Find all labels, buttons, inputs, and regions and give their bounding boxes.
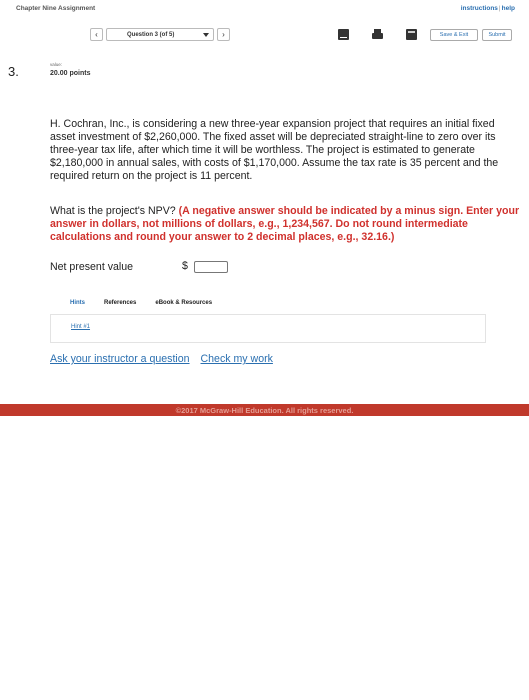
tab-references[interactable]: References (104, 300, 137, 306)
header-links (461, 5, 515, 12)
calculator-icon[interactable] (406, 29, 417, 40)
instructions-link[interactable]: instructions (460, 5, 498, 12)
value-label: value: (50, 62, 63, 67)
currency-symbol: $ (182, 260, 188, 272)
footer-bar (0, 404, 529, 416)
assignment-title: Chapter Nine Assignment (16, 5, 96, 12)
question-select-value: Question 3 (of 5) (127, 31, 175, 38)
submit-button[interactable]: Submit (482, 29, 512, 41)
question-text: H. Cochran, Inc., is considering a new three-year expansion project that requires an initial fixed asset investment of $2,260,000. The fixed asset will be depreciated straight-line to zero over its three-year tax life, after which time it will be worthless. The project is estimated to generate $2,180,000 in annual sales, with costs of $1,170,000. Assume the tax rate is 35 percent and the required return on the project is 11 percent. (50, 118, 499, 183)
header-link-separator: | (498, 5, 501, 12)
hint-panel (50, 314, 486, 343)
resource-tabs (70, 300, 231, 306)
hint-1-link[interactable]: Hint #1 (71, 324, 91, 330)
next-question-button[interactable] (217, 28, 230, 41)
help-link[interactable]: help (501, 5, 515, 12)
save-exit-button[interactable]: Save & Exit (430, 29, 478, 41)
npv-answer-input[interactable] (194, 261, 228, 273)
previous-question-button[interactable] (90, 28, 103, 41)
caret-down-icon (203, 33, 209, 37)
question-select[interactable] (106, 28, 214, 41)
answer-label: Net present value (50, 261, 134, 273)
tab-ebook-resources[interactable]: eBook & Resources (155, 300, 213, 306)
copyright-text: ©2017 McGraw-Hill Education. All rights reserved. (175, 405, 354, 415)
chevron-right-icon: › (222, 30, 225, 39)
question-points: 20.00 points (50, 70, 91, 77)
question-ask: What is the project's NPV? (50, 205, 176, 217)
answer-instructions: (A negative answer should be indicated by a minus sign. Enter your answer in dollars, not millions of dollars, e.g., 1,234,567. Do not round intermediate calculations and round your answer to 2 decimal places, e.g., 32.16.) (50, 205, 520, 244)
top-bar (0, 0, 529, 14)
question-navigator (90, 28, 230, 41)
check-my-work-link[interactable]: Check my work (200, 353, 273, 365)
tab-hints[interactable]: Hints (70, 300, 85, 306)
toolbar-icons (338, 28, 440, 41)
question-prompt (50, 205, 522, 244)
ask-instructor-link[interactable]: Ask your instructor a question (50, 353, 190, 365)
question-number: 3. (8, 64, 19, 79)
help-links (50, 353, 281, 365)
print-icon[interactable] (372, 29, 383, 40)
chevron-left-icon: ‹ (95, 30, 98, 39)
book-icon[interactable] (338, 29, 349, 40)
